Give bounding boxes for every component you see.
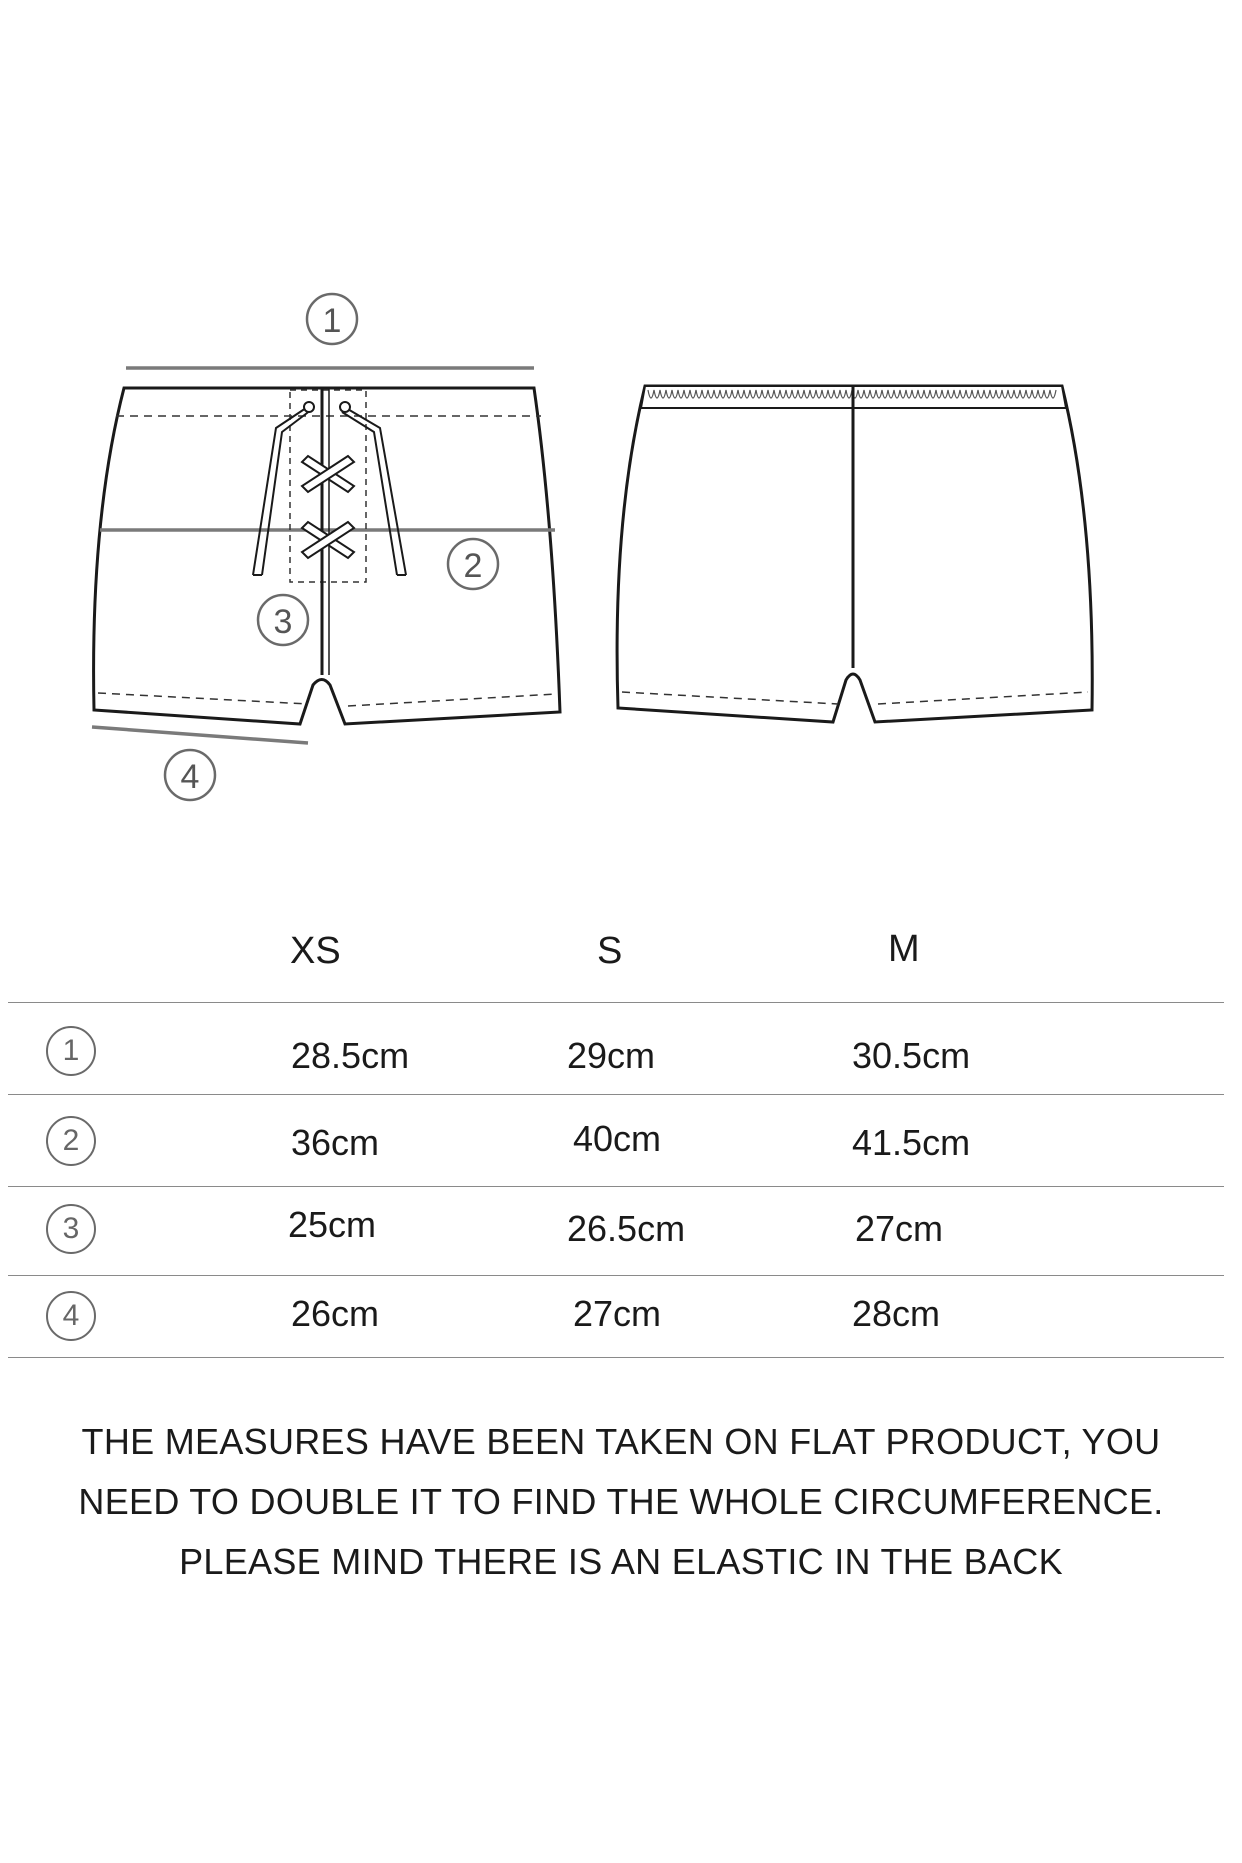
cell-xs: 28.5cm — [291, 1035, 410, 1076]
cell-m: 30.5cm — [852, 1035, 971, 1076]
cell-s: 27cm — [573, 1293, 662, 1334]
note-line-1: THE MEASURES HAVE BEEN TAKEN ON FLAT PRODUCT, YOU — [81, 1421, 1161, 1462]
cell-xs: 25cm — [288, 1204, 377, 1245]
note-line-2: NEED TO DOUBLE IT TO FIND THE WHOLE CIRCUMFERENCE. — [78, 1481, 1164, 1522]
shorts-technical-drawing — [0, 0, 1242, 820]
back-outline — [617, 386, 1092, 722]
marker-1 — [307, 294, 357, 344]
cell-m: 28cm — [852, 1293, 941, 1334]
table-row — [8, 1275, 1224, 1358]
cell-s: 26.5cm — [567, 1208, 686, 1249]
size-header-m: M — [888, 928, 920, 970]
marker-2-label: 2 — [463, 547, 483, 585]
cell-xs: 26cm — [291, 1293, 380, 1334]
marker-4-label: 4 — [180, 758, 200, 796]
marker-1-label: 1 — [322, 302, 342, 340]
cell-xs: 36cm — [291, 1122, 380, 1163]
measure-line-leg — [92, 727, 308, 743]
front-outline — [94, 388, 560, 724]
table-row — [8, 1094, 1224, 1187]
cell-s: 29cm — [567, 1035, 656, 1076]
front-view — [94, 388, 560, 724]
row-marker-2: 2 — [46, 1116, 96, 1166]
row-marker-4: 4 — [46, 1291, 96, 1341]
table-row — [8, 1186, 1224, 1276]
row-marker-1: 1 — [46, 1026, 96, 1076]
marker-3-label: 3 — [273, 603, 293, 641]
marker-4 — [165, 750, 215, 800]
cell-m: 27cm — [855, 1208, 944, 1249]
note-line-3: PLEASE MIND THERE IS AN ELASTIC IN THE BACK — [179, 1541, 1063, 1582]
cell-s: 40cm — [573, 1118, 662, 1159]
size-header-s: S — [597, 930, 623, 972]
row-marker-3: 3 — [46, 1204, 96, 1254]
table-row — [8, 1002, 1224, 1095]
size-header-xs: XS — [290, 930, 341, 972]
cell-m: 41.5cm — [852, 1122, 971, 1163]
measurement-note — [0, 1412, 1242, 1592]
back-view — [617, 386, 1092, 722]
